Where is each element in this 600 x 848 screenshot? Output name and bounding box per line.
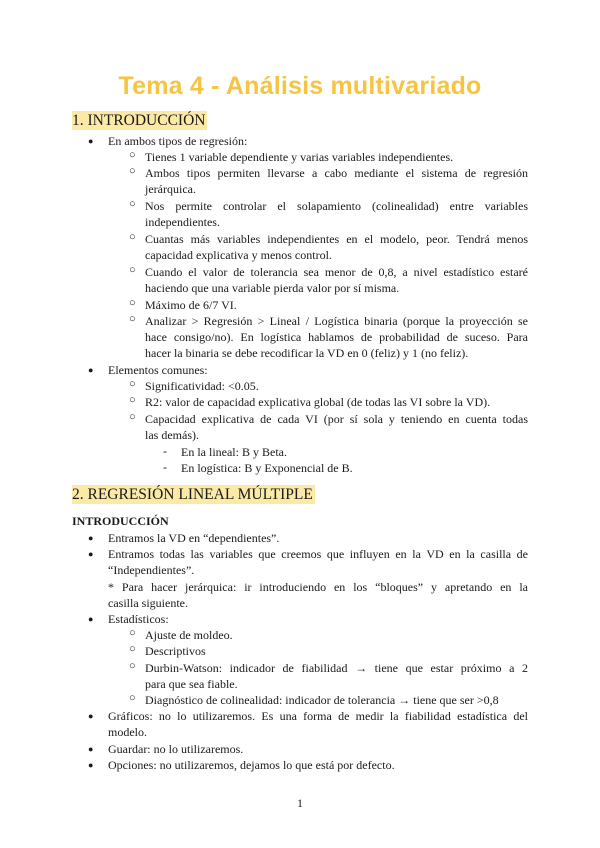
circle-bullet: ○ — [129, 198, 136, 210]
bullet-dot: ● — [88, 533, 94, 543]
list-item: Diagnóstico de colinealidad: indicador de tolerancia → tiene que ser >0,8 — [145, 693, 499, 707]
list-item: Capacidad explicativa de cada VI (por sí sola y teniendo en cuenta todas — [145, 412, 528, 426]
note-line: casilla siguiente. — [108, 596, 188, 610]
list-item: Durbin-Watson: indicador de fiabilidad → tiene que estar próximo a 2 — [145, 661, 528, 675]
list-item: Tienes 1 variable dependiente y varias variables independientes. — [145, 150, 454, 164]
circle-bullet: ○ — [129, 627, 136, 639]
bullet-dot: ● — [88, 614, 94, 624]
circle-bullet: ○ — [129, 231, 136, 243]
list-item-continuation: “Independientes”. — [108, 563, 195, 577]
list-item: Significatividad: <0.05. — [145, 379, 259, 393]
section-heading-text: 2. REGRESIÓN LINEAL MÚLTIPLE — [72, 486, 313, 503]
list-item-continuation: hace consigo/no). En logística hablamos de probabilidad de suceso. Para — [145, 330, 528, 344]
list-item-continuation: hacer la binaria se debe recodificar la VD en 0 (feliz) y 1 (no feliz). — [145, 346, 469, 360]
circle-bullet: ○ — [129, 264, 136, 276]
list-item-continuation: independientes. — [145, 215, 220, 229]
bullet-dot: ● — [88, 365, 94, 375]
bullet-dot: ● — [88, 549, 94, 559]
list-item-continuation: las demás). — [145, 428, 199, 442]
note-line: * Para hacer jerárquica: ir introduciendo en los “bloques” y apretando en la — [108, 580, 528, 594]
list-item: Entramos la VD en “dependientes”. — [108, 531, 280, 545]
list-item-continuation: capacidad explicativa y menos control. — [145, 248, 332, 262]
list-item: Analizar > Regresión > Lineal / Logística binaria (porque la proyección se — [145, 314, 528, 328]
list-item: Nos permite controlar el solapamiento (colinealidad) entre variables — [145, 199, 528, 213]
circle-bullet: ○ — [129, 692, 136, 704]
list-item: En ambos tipos de regresión: — [108, 134, 248, 148]
list-item: En la lineal: B y Beta. — [181, 445, 287, 459]
list-item: Estadísticos: — [108, 612, 169, 626]
list-item: Máximo de 6/7 VI. — [145, 298, 237, 312]
subheading: INTRODUCCIÓN — [72, 514, 169, 528]
dash-bullet: - — [163, 444, 167, 458]
list-item-continuation: modelo. — [108, 725, 147, 739]
list-item: Elementos comunes: — [108, 363, 208, 377]
list-item-continuation: haciendo que una variable pierda valor por sí misma. — [145, 281, 400, 295]
bullet-dot: ● — [88, 760, 94, 770]
list-item: Guardar: no lo utilizaremos. — [108, 742, 244, 756]
circle-bullet: ○ — [129, 378, 136, 390]
list-item: Ajuste de moldeo. — [145, 628, 233, 642]
section-heading-introduccion — [72, 112, 207, 130]
list-item: Cuantas más variables independientes en el modelo, peor. Tendrá menos — [145, 232, 528, 246]
circle-bullet: ○ — [129, 165, 136, 177]
section-heading-text: 1. INTRODUCCIÓN — [72, 112, 206, 129]
list-item: Cuando el valor de tolerancia sea menor de 0,8, a nivel estadístico estaré — [145, 265, 528, 279]
circle-bullet: ○ — [129, 297, 136, 309]
circle-bullet: ○ — [129, 643, 136, 655]
dash-bullet: - — [163, 460, 167, 474]
list-item-continuation: para que sea fiable. — [145, 677, 238, 691]
list-item: R2: valor de capacidad explicativa global (de todas las VI sobre la VD). — [145, 395, 491, 409]
list-item: Descriptivos — [145, 644, 206, 658]
bullet-dot: ● — [88, 744, 94, 754]
list-item: En logística: B y Exponencial de B. — [181, 461, 353, 475]
circle-bullet: ○ — [129, 149, 136, 161]
page-number: 1 — [297, 796, 303, 810]
circle-bullet: ○ — [129, 394, 136, 406]
section-heading-regresion-lineal — [72, 486, 315, 504]
list-item-continuation: jerárquica. — [145, 182, 196, 196]
list-item: Entramos todas las variables que creemos que influyen en la VD en la casilla de — [108, 547, 528, 561]
list-item: Gráficos: no lo utilizaremos. Es una forma de medir la fiabilidad estadística del — [108, 709, 528, 723]
page-title: Tema 4 - Análisis multivariado — [118, 72, 482, 100]
circle-bullet: ○ — [129, 660, 136, 672]
bullet-dot: ● — [88, 136, 94, 146]
bullet-dot: ● — [88, 711, 94, 721]
circle-bullet: ○ — [129, 313, 136, 325]
list-item: Opciones: no utilizaremos, dejamos lo que está por defecto. — [108, 758, 395, 772]
circle-bullet: ○ — [129, 411, 136, 423]
list-item: Ambos tipos permiten llevarse a cabo mediante el sistema de regresión — [145, 166, 528, 180]
